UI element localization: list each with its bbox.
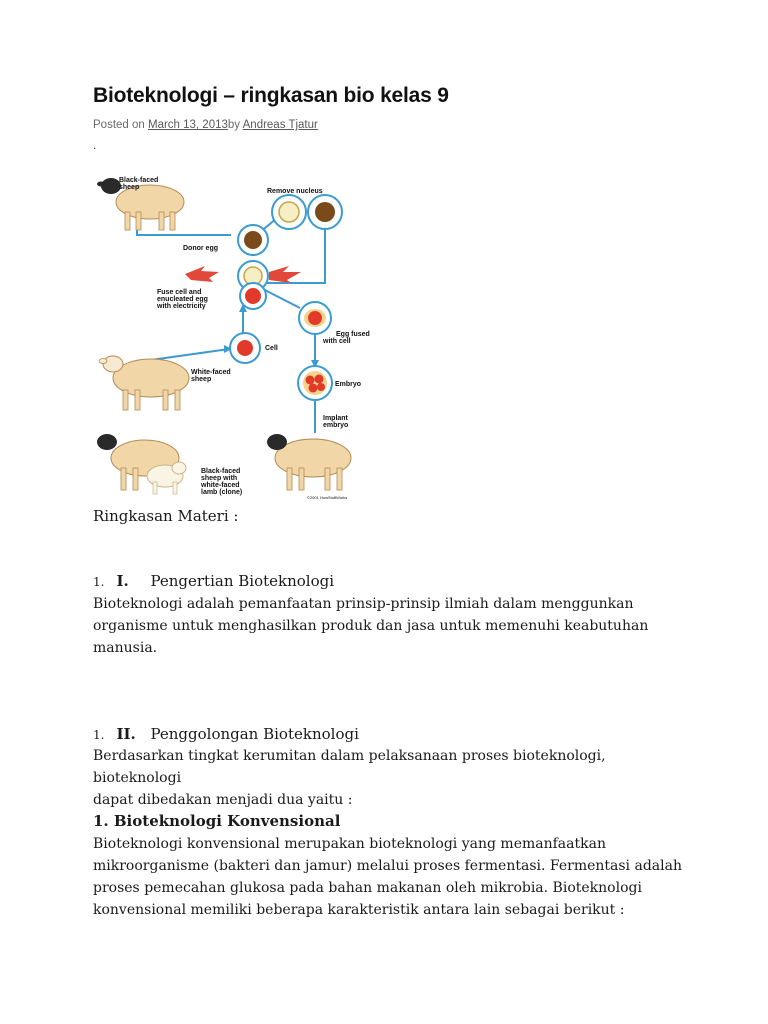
label-fuse-1: Fuse cell and xyxy=(157,289,202,296)
electricity-left-icon xyxy=(185,266,219,282)
paragraph-line: manusia. xyxy=(93,640,158,656)
paragraph-line: Berdasarkan tingkat kerumitan dalam pelaksanaan proses bioteknologi, bioteknologi xyxy=(93,748,606,786)
cell-egg-fused xyxy=(299,302,331,334)
line-black-sheep-to-donor xyxy=(137,218,231,235)
electricity-right-icon xyxy=(269,266,301,283)
paragraph-line: proses pemecahan glukosa pada bahan makanan oleh mikrobia. Bioteknologi xyxy=(93,880,642,896)
post-meta xyxy=(93,119,318,131)
label-clone-1: Black-faced xyxy=(201,468,241,475)
paragraph-line: konvensional memiliki beberapa karakteristik antara lain sebagai berikut : xyxy=(93,902,625,918)
black-faced-sheep-icon xyxy=(97,178,184,230)
label-fuse-2: enucleated egg xyxy=(157,296,208,303)
cell-remove-nucleus-empty xyxy=(272,195,306,229)
label-fuse-3: with electricity xyxy=(157,303,206,310)
label-implant-2: embryo xyxy=(323,422,349,429)
label-egg-fused-1: Egg fused xyxy=(336,331,370,338)
section-2-paragraph xyxy=(93,745,683,811)
section-1-number: 1. xyxy=(93,575,105,589)
posted-on-label: Posted on xyxy=(93,119,148,131)
paragraph-line: Bioteknologi konvensional merupakan bioteknologi yang memanfaatkan xyxy=(93,836,606,852)
post-title: Bioteknologi – ringkasan bio kelas 9 xyxy=(93,84,449,107)
cell-donor-egg xyxy=(238,225,268,255)
paragraph-line: mikroorganisme (bakteri dan jamur) melalui proses fermentasi. Fermentasi adalah xyxy=(93,858,682,874)
label-white-faced-sheep-2: sheep xyxy=(191,376,212,383)
label-black-faced-sheep-2: sheep xyxy=(119,184,140,191)
label-copyright: ©2001 HowStuffWorks xyxy=(307,495,348,500)
label-clone-4: lamb (clone) xyxy=(201,489,243,496)
section-heading-2 xyxy=(93,725,359,743)
label-remove-nucleus: Remove nucleus xyxy=(267,188,323,195)
section-2-roman: II. xyxy=(116,725,136,743)
summary-label: Ringkasan Materi : xyxy=(93,507,239,525)
cell-remove-nucleus-full xyxy=(308,195,342,229)
cell-embryo xyxy=(298,366,332,400)
by-label: by xyxy=(227,119,243,131)
surrogate-sheep-icon xyxy=(267,434,351,490)
paragraph-line: dapat dibedakan menjadi dua yaitu : xyxy=(93,792,353,808)
paragraph-line: Bioteknologi adalah pemanfaatan prinsip-prinsip ilmiah dalam menggunkan xyxy=(93,596,634,612)
section-1-title: Pengertian Bioteknologi xyxy=(150,572,335,590)
label-egg-fused-2: with cell xyxy=(323,338,351,345)
subsection-title: 1. Bioteknologi Konvensional xyxy=(93,812,341,830)
cell-fused-red xyxy=(240,283,266,309)
label-white-faced-sheep-1: White-faced xyxy=(191,369,231,376)
cloning-diagram xyxy=(93,168,370,500)
post-date-link[interactable]: March 13, 2013 xyxy=(147,119,228,131)
cell-white-sheep xyxy=(230,333,260,363)
section-2-number: 1. xyxy=(93,728,105,742)
line-white-sheep-to-cell xyxy=(151,349,229,360)
section-2-title: Penggolongan Bioteknologi xyxy=(150,725,359,743)
separator-dot: . xyxy=(93,138,97,152)
section-1-roman: I. xyxy=(116,572,129,590)
label-donor-egg: Donor egg xyxy=(183,245,218,252)
white-faced-sheep-icon xyxy=(99,356,189,410)
section-1-paragraph xyxy=(93,593,683,659)
label-black-faced-sheep-1: Black-faced xyxy=(119,177,159,184)
section-heading-1 xyxy=(93,572,334,590)
subsection-paragraph xyxy=(93,833,683,921)
label-cell: Cell xyxy=(265,345,278,352)
label-implant-1: Implant xyxy=(323,415,348,422)
label-clone-3: white-faced xyxy=(201,482,240,489)
paragraph-line: organisme untuk menghasilkan produk dan jasa untuk memenuhi keabutuhan xyxy=(93,618,649,634)
author-link[interactable]: Andreas Tjatur xyxy=(242,119,318,131)
black-faced-sheep-with-lamb-icon xyxy=(97,434,186,494)
label-clone-2: sheep with xyxy=(201,475,238,482)
label-embryo: Embryo xyxy=(335,381,362,388)
